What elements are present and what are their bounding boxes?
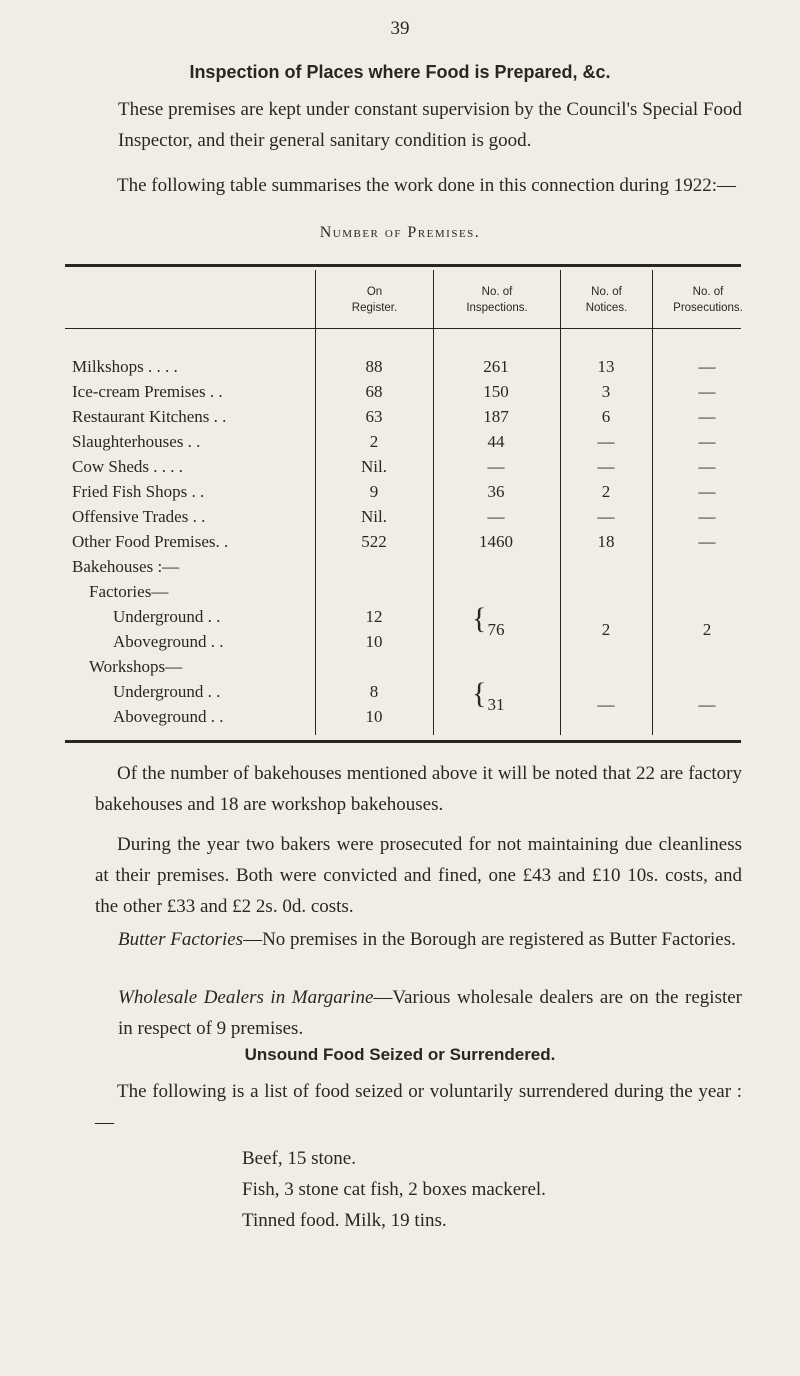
cell-prosecutions: — (698, 695, 716, 714)
cell-inspections: 261 (483, 357, 509, 376)
factories-label: Factories— (89, 582, 169, 601)
table-intro-text: The following table summarises the work done in this connection during 1922:— (117, 175, 736, 196)
cell-inspections: — (487, 507, 505, 526)
header-line: Prosecutions. (673, 302, 743, 314)
row-label: Milkshops . . . . (72, 357, 178, 376)
margarine-title: Wholesale Dealers in Margarine (118, 987, 374, 1008)
cell-prosecutions: — (698, 357, 716, 376)
cell-prosecutions: — (698, 532, 716, 551)
cell-register: 9 (369, 482, 379, 501)
cell-register: 10 (365, 707, 383, 726)
cell-inspections: 44 (487, 432, 505, 451)
cell-inspections: 31 (487, 695, 505, 714)
row-label: Slaughterhouses . . (72, 432, 201, 451)
cell-prosecutions: — (698, 382, 716, 401)
cell-register: 63 (365, 407, 383, 426)
brace-icon: { (472, 677, 487, 710)
table-top-rule (65, 264, 741, 267)
cell-notices: 3 (601, 382, 611, 401)
row-label: Underground . . (113, 682, 221, 701)
cell-prosecutions: — (698, 482, 716, 501)
intro-text: These premises are kept under constant supervision by the Council's Special Food Inspector, and their general sanitary condition is good. (118, 99, 742, 151)
row-label: Restaurant Kitchens . . (72, 407, 227, 426)
cell-inspections: 76 (487, 620, 505, 639)
row-label: Aboveground . . (113, 707, 224, 726)
butter-text: —No premises in the Borough are registered as Butter Factories. (243, 929, 736, 950)
cell-inspections: 187 (483, 407, 509, 426)
header-line: No. of (591, 286, 622, 298)
row-label: Underground . . (113, 607, 221, 626)
cell-inspections: 36 (487, 482, 505, 501)
header-line: No. of (481, 286, 513, 298)
row-label: Fried Fish Shops . . (72, 482, 205, 501)
row-label: Ice-cream Premises . . (72, 382, 223, 401)
cell-prosecutions: — (698, 507, 716, 526)
food-list-intro (95, 1076, 742, 1138)
cell-prosecutions: 2 (702, 620, 712, 639)
row-label: Cow Sheds . . . . (72, 457, 183, 476)
food-list-intro-text: The following is a list of food seized or voluntarily surrendered during the year :— (95, 1081, 742, 1133)
cell-notices: — (597, 695, 615, 714)
header-prosecutions (653, 284, 763, 316)
cell-prosecutions: — (698, 432, 716, 451)
table-bottom-rule (65, 740, 741, 743)
cell-notices: — (597, 432, 615, 451)
cell-register: 2 (369, 432, 379, 451)
header-line: Inspections. (466, 302, 528, 314)
row-label: Aboveground . . (113, 632, 224, 651)
cell-inspections: 1460 (479, 532, 513, 551)
header-line: Register. (351, 302, 398, 314)
cell-register: 8 (369, 682, 379, 701)
intro-paragraph (118, 94, 742, 156)
margarine-paragraph (118, 982, 742, 1044)
column-divider (433, 270, 434, 735)
list-item: Tinned food. Milk, 19 tins. (242, 1210, 447, 1231)
bakehouses-text: Of the number of bakehouses mentioned above it will be noted that 22 are factory bakehouses and 18 are workshop bakehouses. (95, 763, 742, 815)
row-label: Offensive Trades . . (72, 507, 206, 526)
cell-register: 522 (361, 532, 387, 551)
cell-register: Nil. (361, 457, 387, 476)
cell-notices: 13 (597, 357, 615, 376)
header-line: Notices. (585, 302, 628, 314)
workshops-label: Workshops— (89, 657, 183, 676)
header-on-register (316, 284, 433, 316)
cell-register: 68 (365, 382, 383, 401)
butter-paragraph (118, 924, 742, 955)
cell-prosecutions: — (698, 457, 716, 476)
prosecutions-paragraph (95, 829, 742, 922)
cell-notices: — (597, 457, 615, 476)
cell-register: 10 (365, 632, 383, 651)
butter-title: Butter Factories (118, 929, 244, 950)
bakehouses-label: Bakehouses :— (72, 557, 180, 576)
table-intro-paragraph (95, 170, 742, 201)
page-heading: Inspection of Places where Food is Prepared, &c. (189, 62, 611, 82)
column-divider (560, 270, 561, 735)
list-item: Fish, 3 stone cat fish, 2 boxes mackerel. (242, 1179, 546, 1200)
page-number: 39 (390, 18, 410, 39)
cell-notices: 18 (597, 532, 615, 551)
header-line: On (366, 286, 383, 298)
cell-notices: 6 (601, 407, 611, 426)
header-line: No. of (692, 286, 724, 298)
cell-inspections: — (487, 457, 505, 476)
cell-register: Nil. (361, 507, 387, 526)
header-notices (561, 284, 652, 316)
table-header-rule (65, 328, 741, 329)
margarine-text: —Various wholesale dealers are on the register in respect of 9 premises. (118, 987, 742, 1039)
table-caption: Number of Premises. (319, 224, 481, 241)
cell-register: 88 (365, 357, 383, 376)
prosecutions-text: During the year two bakers were prosecuted for not maintaining due cleanliness at their premises. Both were convicted and fined, one £43 and £10 10s. costs, and the other £33 and £2 2s. 0d. costs. (95, 834, 742, 917)
cell-notices: 2 (601, 620, 611, 639)
cell-notices: 2 (601, 482, 611, 501)
cell-inspections: 150 (483, 382, 509, 401)
bakehouses-paragraph (95, 758, 742, 820)
column-divider (315, 270, 316, 735)
cell-notices: — (597, 507, 615, 526)
section-heading: Unsound Food Seized or Surrendered. (244, 1045, 556, 1064)
cell-prosecutions: — (698, 407, 716, 426)
row-label: Other Food Premises. . (72, 532, 229, 551)
cell-register: 12 (365, 607, 383, 626)
brace-icon: { (472, 602, 487, 635)
list-item: Beef, 15 stone. (242, 1148, 356, 1169)
column-divider (652, 270, 653, 735)
header-inspections (434, 284, 560, 316)
